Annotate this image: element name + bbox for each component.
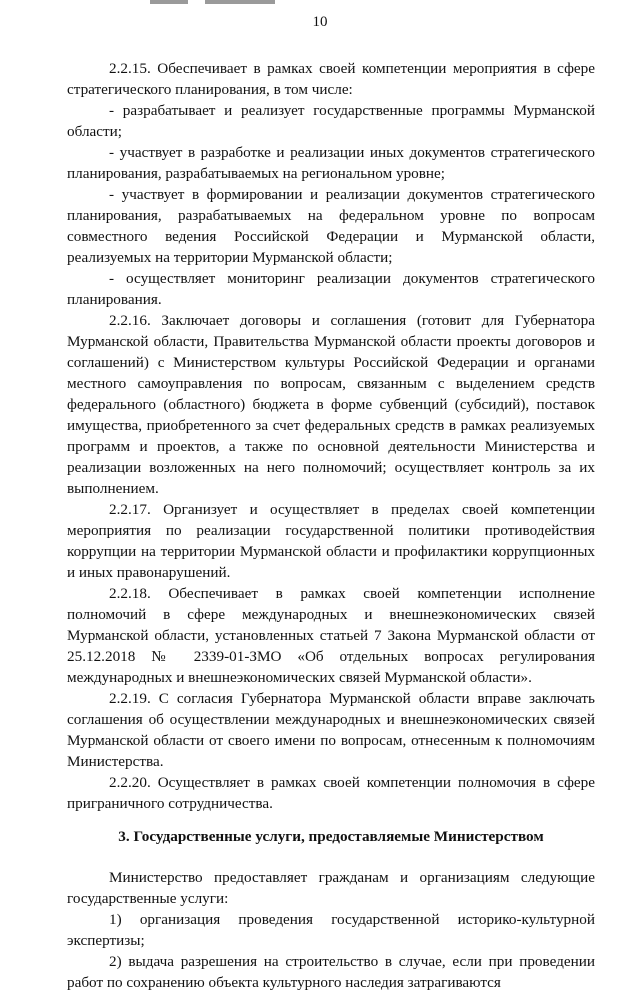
clause-2-2-20: 2.2.20. Осуществляет в рамках своей компетенции полномочия в сфере приграничного сотрудничества. (67, 774, 595, 812)
list-item: - участвует в формировании и реализации документов стратегического планирования, разрабатываемых на федеральном уровне по вопросам совместного ведения Российской Федерации и Мурманской области, реализуемых на территории Мурманской области; (67, 186, 595, 266)
clause-2-2-16: 2.2.16. Заключает договоры и соглашения (готовит для Губернатора Мурманской области, Правительства Мурманской области проекты договоров и соглашений) с Министерством культуры Российской Федерации и органами местного самоуправления по вопросам, связанным с выделением средств федерального (областного) бюджета в форме субвенций (субсидий), поставок имущества, приобретенного за счет федеральных средств в рамках реализуемых программ и проектов, а также по основной деятельности Министерства и реализации возложенных на него полномочий; осуществляет контроль за их выполнением. (67, 312, 595, 497)
page-number: 10 (312, 14, 328, 30)
clause-2-2-18: 2.2.18. Обеспечивает в рамках своей компетенции исполнение полномочий в сфере международных и внешнеэкономических связей Мурманской области, установленных статьей 7 Закона Мурманской области от 25.12.2018 № 2339-01-ЗМО «Об отдельных вопросах регулирования международных и внешнеэкономических связей Мурманской области». (67, 585, 595, 686)
document-body (67, 58, 595, 993)
clause-2-2-17: 2.2.17. Организует и осуществляет в пределах своей компетенции мероприятия по реализации государственной политики противодействия коррупции на территории Мурманской области и профилактики коррупционных и иных правонарушений. (67, 501, 595, 581)
service-item: 1) организация проведения государственной историко-культурной экспертизы; (67, 911, 595, 949)
section-intro: Министерство предоставляет гражданам и организациям следующие государственные услуги: (67, 869, 595, 907)
scan-artifact (205, 0, 275, 4)
section-heading: 3. Государственные услуги, предоставляемые Министерством (118, 828, 544, 845)
scan-artifact (150, 0, 188, 4)
list-item: - участвует в разработке и реализации иных документов стратегического планирования, разрабатываемых на региональном уровне; (67, 144, 595, 182)
list-item: - разрабатывает и реализует государственные программы Мурманской области; (67, 102, 595, 140)
service-item: 2) выдача разрешения на строительство в случае, если при проведении работ по сохранению объекта культурного наследия затрагиваются (67, 953, 595, 991)
clause-2-2-15: 2.2.15. Обеспечивает в рамках своей компетенции мероприятия в сфере стратегического планирования, в том числе: (67, 60, 595, 98)
clause-2-2-19: 2.2.19. С согласия Губернатора Мурманской области вправе заключать соглашения об осуществлении международных и внешнеэкономических связей Мурманской области от своего имени по вопросам, отнесенным к полномочиям Министерства. (67, 690, 595, 770)
list-item: - осуществляет мониторинг реализации документов стратегического планирования. (67, 270, 595, 308)
